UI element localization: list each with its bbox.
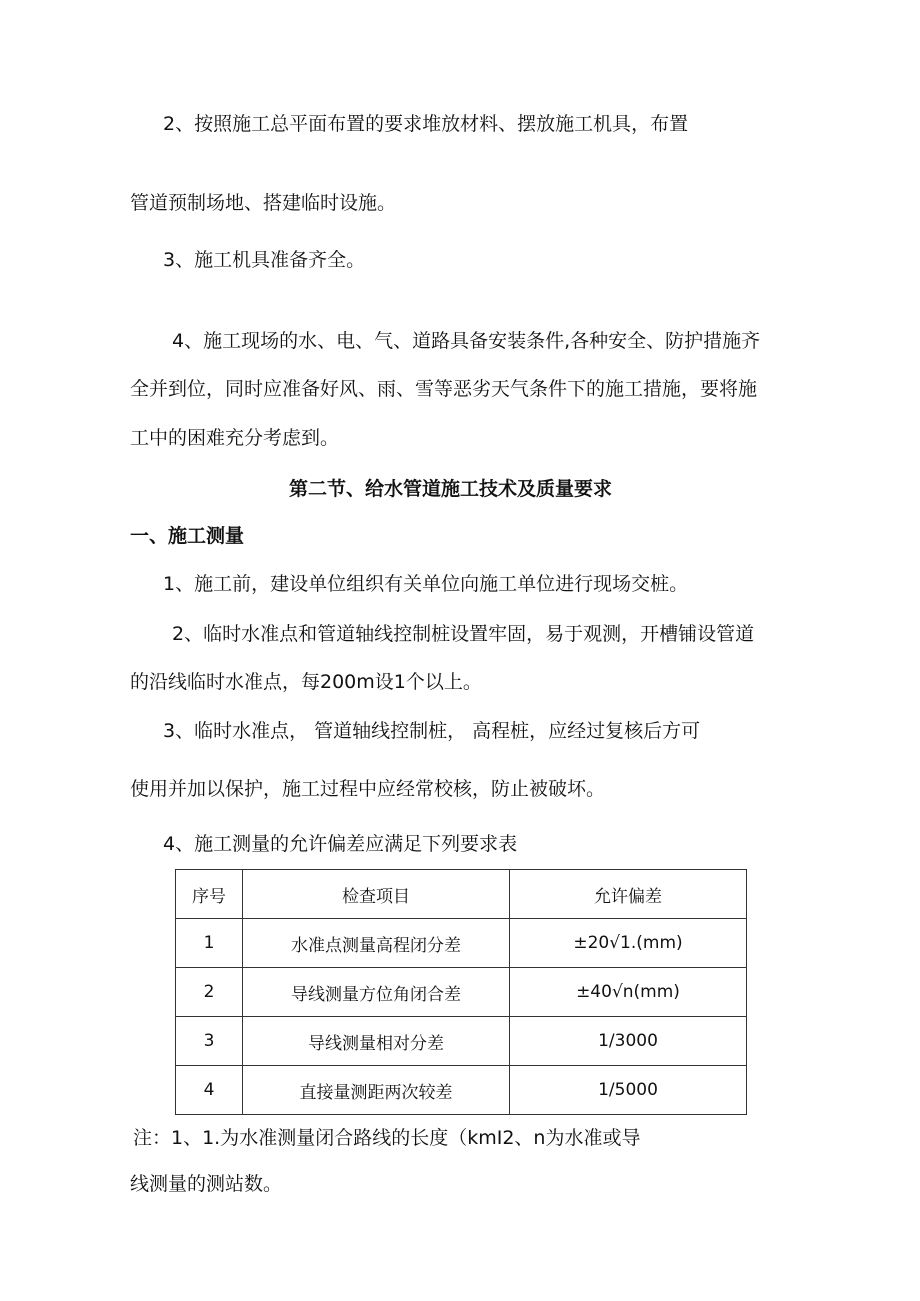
cell-item: 直接量测距两次较差 — [243, 1066, 510, 1115]
table-header-row — [176, 870, 747, 919]
subsection-title: 一、施工测量 — [130, 525, 245, 547]
cell-tolerance: 1/3000 — [510, 1017, 747, 1066]
header-item: 检查项目 — [243, 870, 510, 919]
cell-item: 导线测量方位角闭合差 — [243, 968, 510, 1017]
table-row — [176, 1017, 747, 1066]
header-index: 序号 — [176, 870, 243, 919]
cell-index: 2 — [176, 968, 243, 1017]
table-row — [176, 919, 747, 968]
cell-index: 4 — [176, 1066, 243, 1115]
cell-index: 1 — [176, 919, 243, 968]
table-row — [176, 968, 747, 1017]
survey-item-2-line-1: 2、临时水准点和管道轴线控制桩设置牢固，易于观测，开槽铺设管道 — [172, 623, 755, 645]
paragraph-4-line-2: 全并到位，同时应准备好风、雨、雪等恶劣天气条件下的施工措施，要将施 — [130, 378, 758, 400]
survey-item-2-line-2: 的沿线临时水准点，每200m设1个以上。 — [130, 671, 482, 693]
survey-item-1: 1、施工前，建设单位组织有关单位向施工单位进行现场交桩。 — [163, 573, 689, 595]
cell-tolerance: ±40√n(mm) — [510, 968, 747, 1017]
cell-item: 导线测量相对分差 — [243, 1017, 510, 1066]
paragraph-4-line-3: 工中的困难充分考虑到。 — [130, 427, 340, 449]
paragraph-2-line-2: 管道预制场地、搭建临时设施。 — [130, 192, 397, 214]
cell-tolerance: 1/5000 — [510, 1066, 747, 1115]
table-row — [176, 1066, 747, 1115]
survey-item-4: 4、施工测量的允许偏差应满足下列要求表 — [163, 833, 518, 855]
section-title: 第二节、给水管道施工技术及质量要求 — [289, 478, 613, 500]
header-tolerance: 允许偏差 — [510, 870, 747, 919]
paragraph-2-line-1: 2、按照施工总平面布置的要求堆放材料、摆放施工机具，布置 — [163, 113, 689, 135]
note-line-1: 注：1、1.为水准测量闭合路线的长度（kmI2、n为水准或导 — [133, 1127, 641, 1149]
cell-item: 水准点测量高程闭分差 — [243, 919, 510, 968]
paragraph-3: 3、施工机具准备齐全。 — [163, 249, 366, 271]
survey-item-3-line-2: 使用并加以保护，施工过程中应经常校核，防止被破坏。 — [130, 778, 606, 800]
cell-index: 3 — [176, 1017, 243, 1066]
survey-item-3-line-1: 3、临时水准点， 管道轴线控制桩， 高程桩，应经过复核后方可 — [163, 720, 701, 742]
note-line-2: 线测量的测站数。 — [130, 1173, 283, 1195]
paragraph-4-line-1: 4、施工现场的水、电、气、道路具备安装条件,各种安全、防护措施齐 — [172, 330, 761, 352]
tolerance-table — [175, 869, 747, 1115]
cell-tolerance: ±20√1.(mm) — [510, 919, 747, 968]
